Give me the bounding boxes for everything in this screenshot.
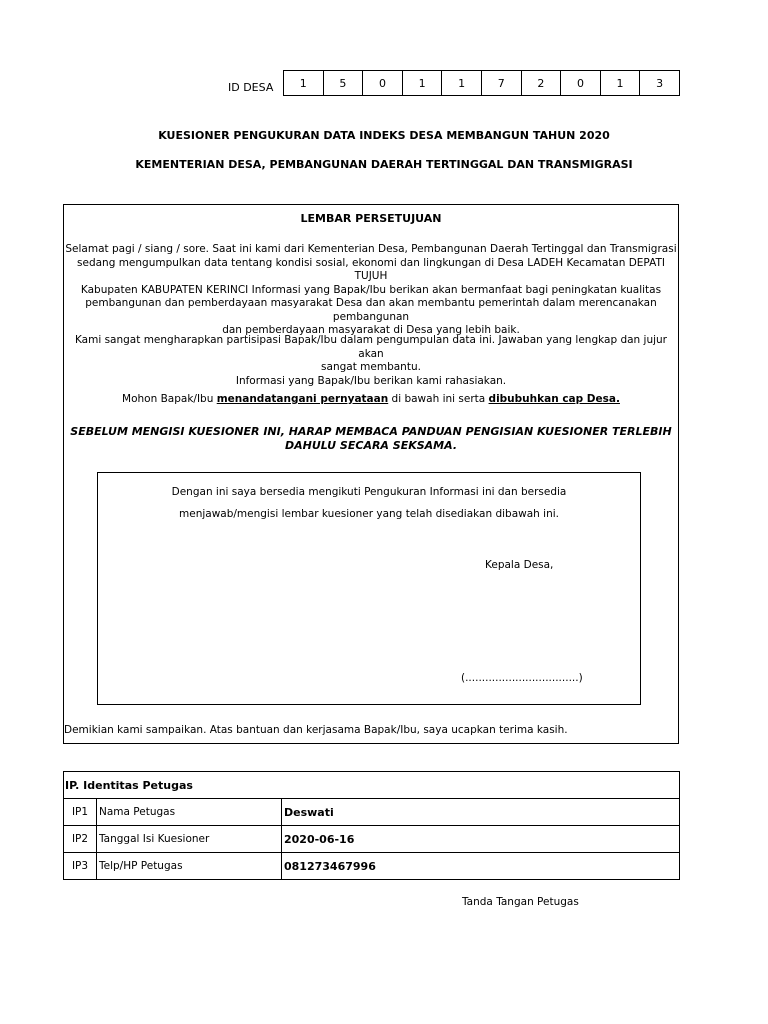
document-subtitle: KEMENTERIAN DESA, PEMBANGUNAN DAERAH TERTINGGAL DAN TRANSMIGRASI xyxy=(135,158,633,171)
id-desa-label: ID DESA xyxy=(228,81,274,94)
id-desa-digit: 1 xyxy=(442,71,482,96)
row-value: 2020-06-16 xyxy=(282,826,680,853)
row-code: IP2 xyxy=(64,826,97,853)
id-desa-digit: 1 xyxy=(284,71,324,96)
intro-line: dan pemberdayaan masyarakat di Desa yang lebih baik. xyxy=(222,324,520,336)
id-desa-grid xyxy=(283,70,680,96)
id-desa-digit: 0 xyxy=(363,71,403,96)
officer-signature-label: Tanda Tangan Petugas xyxy=(462,896,579,908)
row-value: Deswati xyxy=(282,799,680,826)
id-desa-digit: 0 xyxy=(561,71,601,96)
sign-statement-emphasis: menandatangani pernyataan xyxy=(216,393,389,405)
signature-placeholder: (..................................) xyxy=(461,672,583,684)
intro-line: Selamat pagi / siang / sore. Saat ini kami dari Kementerian Desa, Pembangunan Daerah Tertinggal dan Transmigrasi xyxy=(65,243,677,255)
row-label: Tanggal Isi Kuesioner xyxy=(97,826,282,853)
row-code: IP1 xyxy=(64,799,97,826)
signature-request-text: di bawah ini serta xyxy=(388,393,489,405)
id-desa-digit: 3 xyxy=(640,71,680,96)
petugas-header: IP. Identitas Petugas xyxy=(64,772,680,799)
id-desa-digit: 5 xyxy=(323,71,363,96)
statement-line: menjawab/mengisi lembar kuesioner yang telah disediakan dibawah ini. xyxy=(179,508,559,520)
id-desa-digit: 2 xyxy=(521,71,561,96)
id-desa-digit: 1 xyxy=(402,71,442,96)
row-label: Nama Petugas xyxy=(97,799,282,826)
row-code: IP3 xyxy=(64,853,97,880)
table-header-row xyxy=(64,772,680,799)
consent-title: LEMBAR PERSETUJUAN xyxy=(300,212,442,225)
row-value: 081273467996 xyxy=(282,853,680,880)
consent-statement-box xyxy=(97,472,641,705)
table-row xyxy=(64,799,680,826)
consent-section xyxy=(63,204,679,744)
warning-line: DAHULU SECARA SEKSAMA. xyxy=(284,439,458,452)
participation-line: Kami sangat mengharapkan partisipasi Bapak/Ibu dalam pengumpulan data ini. Jawaban yang lengkap dan jujur akan xyxy=(74,334,668,360)
signature-request-text: Mohon Bapak/Ibu xyxy=(122,393,217,405)
participation-line: sangat membantu. xyxy=(321,361,421,373)
row-label: Telp/HP Petugas xyxy=(97,853,282,880)
intro-line: sedang mengumpulkan data tentang kondisi sosial, ekonomi dan lingkungan di Desa LADEH Kecamatan DEPATI TUJUH xyxy=(77,256,665,282)
id-desa-digit: 1 xyxy=(600,71,640,96)
kepala-desa-label: Kepala Desa, xyxy=(485,559,554,571)
stamp-emphasis: dibubuhkan cap Desa. xyxy=(488,393,620,405)
table-row xyxy=(64,853,680,880)
intro-line: pembangunan dan pemberdayaan masyarakat Desa dan akan membantu pemerintah dalam merencanakan pembangunan xyxy=(85,297,657,323)
petugas-table xyxy=(63,771,680,880)
participation-paragraph xyxy=(64,334,678,388)
table-row xyxy=(64,826,680,853)
warning-notice xyxy=(64,425,678,453)
warning-line: SEBELUM MENGISI KUESIONER INI, HARAP MEMBACA PANDUAN PENGISIAN KUESIONER TERLEBIH xyxy=(70,425,672,438)
intro-paragraph xyxy=(64,243,678,338)
statement-line: Dengan ini saya bersedia mengikuti Pengukuran Informasi ini dan bersedia xyxy=(171,486,567,498)
signature-request xyxy=(64,393,678,407)
closing-text: Demikian kami sampaikan. Atas bantuan dan kerjasama Bapak/Ibu, saya ucapkan terima kasih. xyxy=(64,724,568,736)
intro-line: Kabupaten KABUPATEN KERINCI Informasi yang Bapak/Ibu berikan akan bermanfaat bagi peningkatan kualitas xyxy=(80,283,662,296)
participation-line: Informasi yang Bapak/Ibu berikan kami rahasiakan. xyxy=(235,374,507,387)
id-desa-digit: 7 xyxy=(481,71,521,96)
document-title: KUESIONER PENGUKURAN DATA INDEKS DESA MEMBANGUN TAHUN 2020 xyxy=(158,129,610,142)
